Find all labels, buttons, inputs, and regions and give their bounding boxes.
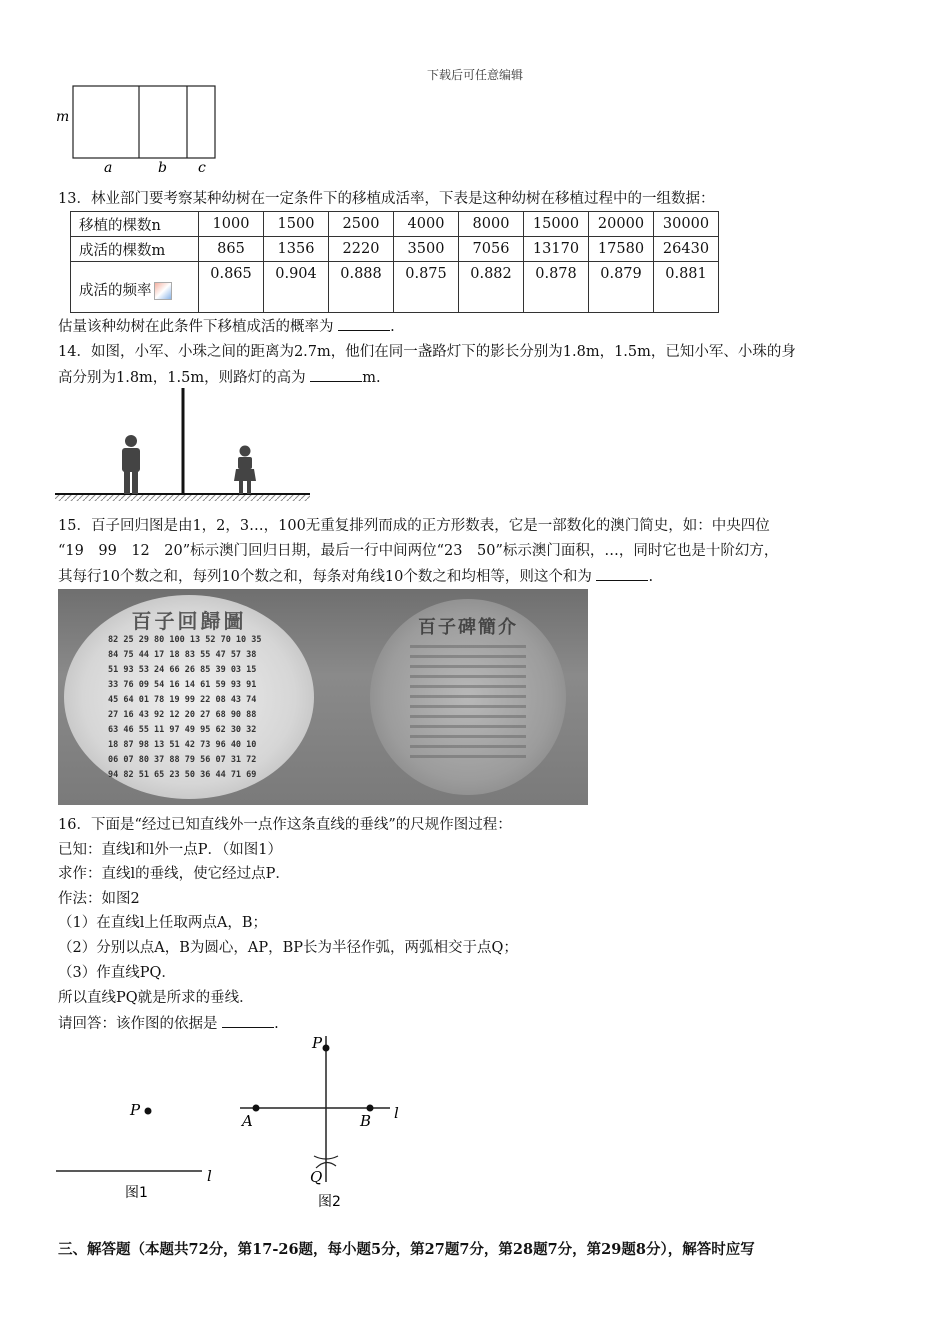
cell: 0.879 [589,262,654,313]
figure-1 [50,1095,230,1205]
cell: 0.875 [394,262,459,313]
cell: 0.882 [459,262,524,313]
row-label-m: 成活的棵数m [71,237,199,262]
cell: 4000 [394,212,459,237]
q13-question: 估量该种幼树在此条件下移植成活的概率为 . [58,316,395,337]
cell: 17580 [589,237,654,262]
fig2-label-B: B [360,1112,372,1130]
intro-text-blur [410,645,526,765]
cell: 0.865 [199,262,264,313]
cell: 3500 [394,237,459,262]
cell: 1500 [264,212,329,237]
table-row-m [71,237,719,262]
q16-line4: 作法：如图2 [58,891,140,907]
cell: 30000 [654,212,719,237]
cell: 13170 [524,237,589,262]
table-row-freq [71,262,719,313]
fig2-label-P: P [312,1034,323,1052]
q16-line2: 已知：直线l和l外一点P．（如图1） [58,842,283,858]
q16-line7: （3）作直线PQ． [58,965,176,981]
fig2-caption: 图2 [318,1194,341,1210]
q16-line1: 16．下面是“经过已知直线外一点作这条直线的垂线”的尺规作图过程： [58,817,512,833]
table-row-n [71,212,719,237]
baizi-plaque [64,595,314,799]
fig1-label-P: P [130,1101,141,1119]
label-m: m [56,109,70,125]
cell: 7056 [459,237,524,262]
q14-line2: 高分别为1.8m，1.5m，则路灯的高为 m. [58,367,381,388]
baizi-photo [58,589,588,805]
q15-line3: 其每行10个数之和，每列10个数之和，每条对角线10个数之和均相等，则这个和为 . [58,566,653,587]
q16-line5: （1）在直线l上任取两点A，B； [58,915,267,931]
label-c: c [198,160,206,176]
answer-blank[interactable] [310,367,362,382]
streetlight-figure [55,385,315,503]
cell: 8000 [459,212,524,237]
q16-line3: 求作：直线l的垂线，使它经过点P． [58,866,290,882]
cell: 865 [199,237,264,262]
q16-line6: （2）分别以点A，B为圆心，AP，BP长为半径作弧，两弧相交于点Q； [58,940,518,956]
cell: 1000 [199,212,264,237]
intro-title: 百子碑簡介 [418,617,518,638]
cell: 0.878 [524,262,589,313]
cell: 20000 [589,212,654,237]
fig2-label-Q: Q [310,1168,323,1186]
cell: 0.888 [329,262,394,313]
answer-blank[interactable] [596,566,648,581]
q15-line1: 15．百子回归图是由1，2，3…，100无重复排列而成的正方形数表，它是一部数化的澳门简史，如：中央四位 [58,518,770,534]
answer-blank[interactable] [338,316,390,331]
figure-2 [230,1032,410,1212]
section-3-heading: 三、解答题（本题共72分，第17-26题，每小题5分，第27题7分，第28题7分，第29题8分），解答时应写 [58,1241,755,1258]
intro-plaque [370,599,566,795]
q16-line8: 所以直线PQ就是所求的垂线． [58,990,254,1006]
page-header: 下载后可任意编辑 [426,68,523,82]
q13-stem: 13．林业部门要考察某种幼树在一定条件下的移植成活率，下表是这种幼树在移植过程中的一组数据： [58,191,715,207]
rectangle-figure [50,80,230,180]
cell: 15000 [524,212,589,237]
fig1-label-l: l [207,1167,212,1185]
survival-table [70,211,719,313]
woman-silhouette [234,446,256,495]
fig1-caption: 图1 [125,1185,148,1201]
broken-image-icon [154,282,172,300]
cell: 2220 [329,237,394,262]
answer-blank[interactable] [222,1013,274,1028]
cell: 0.904 [264,262,329,313]
plaque-title: 百子回歸圖 [131,609,247,633]
cell: 0.881 [654,262,719,313]
magic-square-grid: 82 25 29 80 100 13 52 70 10 35 84 75 44 17 18 83 55 47 57 38 51 93 53 24 66 26 85 39 03 15 33 76 09 54 16 14 61 59 93 91 45 64 01 78 19 99 22 08 43 74 27 16 43 92 12 20 27 68 90 88 63 46 55 11 97 49 95 62 30 32 18 87 98 13 51 42 73 96 40 10 06 07 80 37 88 79 56 07 31 72 94 82 51 65 23 50 36 44 71 69 [108,635,262,780]
label-a: a [104,160,113,176]
row-label-n: 移植的棵数n [71,212,199,237]
cell: 1356 [264,237,329,262]
fig2-label-l: l [394,1104,399,1122]
q14-line1: 14．如图，小军、小珠之间的距离为2.7m，他们在同一盏路灯下的影长分别为1.8m，1.5m，已知小军、小珠的身 [58,344,796,360]
man-silhouette [122,435,140,494]
cell: 26430 [654,237,719,262]
label-b: b [158,160,167,176]
fig2-label-A: A [242,1112,253,1130]
q16-line9: 请回答：该作图的依据是 . [58,1013,279,1034]
cell: 2500 [329,212,394,237]
q15-line2: “19 99 12 20”标示澳门回归日期，最后一行中间两位“23 50”标示澳门面积，…，同时它也是十阶幻方， [58,543,779,559]
row-label-freq: 成活的频率 [71,262,199,313]
